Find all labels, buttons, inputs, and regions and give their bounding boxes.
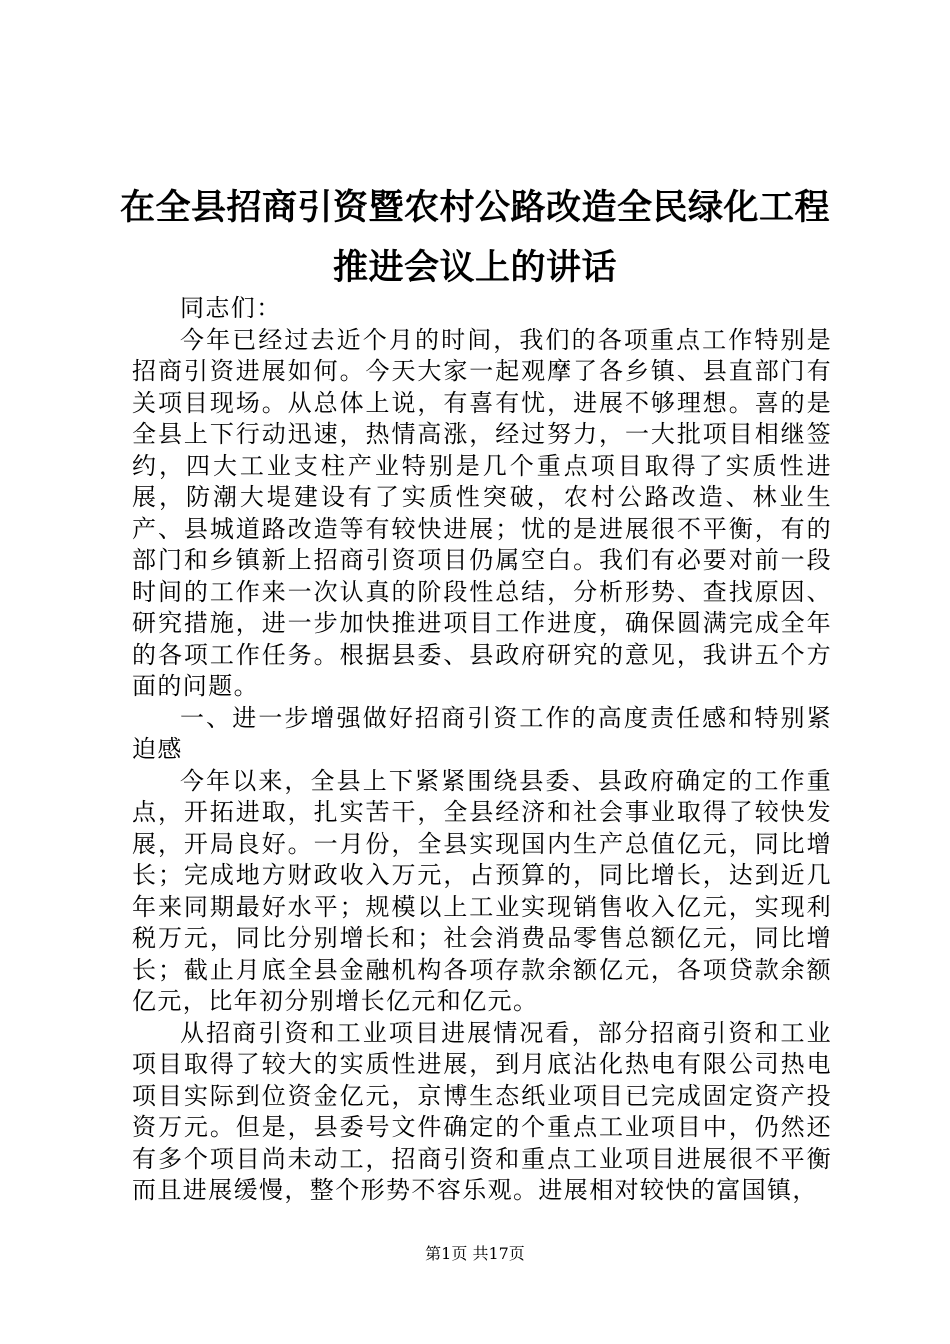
paragraph: 从招商引资和工业项目进展情况看，部分招商引资和工业项目取得了较大的实质性进展，到月底沾化热电有限公司热电项目实际到位资金亿元，京博生态纸业项目已完成固定资产投资万元。但是，县委号文件确定的个重点工业项目中，仍然还有多个项目尚未动工，招商引资和重点工业项目进展很不平衡而且进展缓慢，整个形势不容乐观。进展相对较快的富国镇， [132, 1018, 832, 1204]
section-heading: 一、进一步增强做好招商引资工作的高度责任感和特别紧迫感 [132, 703, 832, 763]
document-title-line-1: 在全县招商引资暨农村公路改造全民绿化工程 [119, 187, 830, 228]
salutation: 同志们： [180, 294, 282, 322]
paragraph: 今年以来，全县上下紧紧围绕县委、县政府确定的工作重点，开拓进取，扎实苦干，全县经济和社会事业取得了较快发展，开局良好。一月份，全县实现国内生产总值亿元，同比增长；完成地方财政收入万元，占预算的，同比增长，达到近几年来同期最好水平；规模以上工业实现销售收入亿元，实现利税万元，同比分别增长和；社会消费品零售总额亿元，同比增长；截止月底全县金融机构各项存款余额亿元，各项贷款余额亿元，比年初分别增长亿元和亿元。 [132, 766, 832, 1015]
document-body [132, 293, 832, 1207]
page-number-footer: 第1页 共17页 [425, 1244, 525, 1263]
document-title-line-2: 推进会议上的讲话 [332, 247, 617, 288]
paragraph: 今年已经过去近个月的时间，我们的各项重点工作特别是招商引资进展如何。今天大家一起观摩了各乡镇、县直部门有关项目现场。从总体上说，有喜有忧，进展不够理想。喜的是全县上下行动迅速，热情高涨，经过努力，一大批项目相继签约，四大工业支柱产业特别是几个重点项目取得了实质性进展，防潮大堤建设有了实质性突破，农村公路改造、林业生产、县城道路改造等有较快进展；忧的是进展很不平衡，有的部门和乡镇新上招商引资项目仍属空白。我们有必要对前一段时间的工作来一次认真的阶段性总结，分析形势、查找原因、研究措施，进一步加快推进项目工作进度，确保圆满完成全年的各项工作任务。根据县委、县政府研究的意见，我讲五个方面的问题。 [132, 325, 832, 700]
